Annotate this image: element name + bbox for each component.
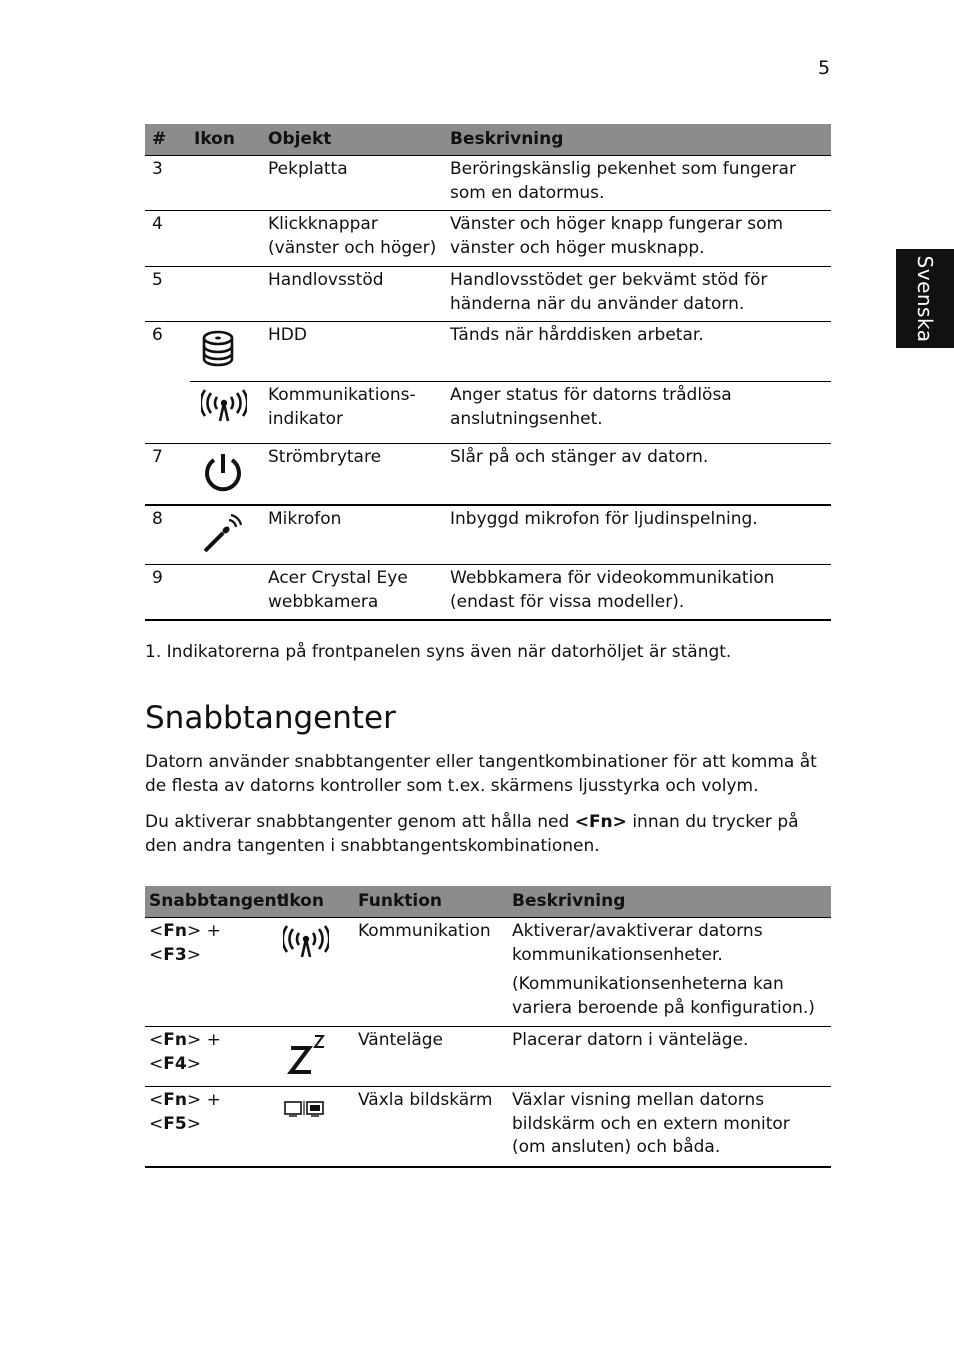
row-function: Växla bildskärm — [358, 1090, 493, 1110]
row-num: 6 — [152, 325, 163, 345]
language-tab-label: Svenska — [913, 255, 937, 342]
wireless-icon — [201, 389, 247, 425]
table-row — [145, 267, 831, 322]
hotkey: <Fn> + <F4> — [149, 1030, 221, 1074]
microphone-icon — [201, 513, 245, 555]
col-hotkey-header: Snabbtangent — [145, 886, 279, 918]
row-object: HDD — [268, 325, 307, 345]
hdd-icon — [201, 329, 237, 369]
table-header-row — [145, 124, 831, 156]
row-icon — [190, 565, 264, 620]
row-icon — [190, 211, 264, 267]
col-function-header: Funktion — [354, 886, 508, 918]
row-desc: Vänster och höger knapp fungerar som vänster och höger musknapp. — [450, 214, 784, 258]
row-num: 7 — [152, 447, 163, 467]
row-desc-text: Växlar visning mellan datorns bildskärm och en extern monitor (om ansluten) och båda. — [512, 1090, 790, 1157]
table-row — [145, 918, 831, 1027]
wireless-icon — [283, 925, 329, 961]
row-icon — [190, 444, 264, 505]
row-desc: Slår på och stänger av datorn. — [450, 447, 709, 467]
row-object: Acer Crystal Eye webbkamera — [268, 568, 408, 612]
display-toggle-icon — [283, 1097, 329, 1121]
table-row — [145, 1027, 831, 1087]
row-num: 3 — [152, 159, 163, 179]
col-icon-header: Ikon — [190, 124, 264, 156]
row-icon — [279, 1027, 354, 1087]
table-row — [145, 565, 831, 620]
hotkey: <Fn> + <F5> — [149, 1090, 221, 1134]
table-row — [145, 211, 831, 267]
section-heading: Snabbtangenter — [145, 700, 396, 736]
row-icon — [190, 382, 264, 444]
col-desc-header: Beskrivning — [446, 124, 831, 156]
row-desc: Beröringskänslig pekenhet som fungerar som en datormus. — [450, 159, 796, 203]
row-object: Mikrofon — [268, 508, 342, 529]
row-icon — [190, 505, 264, 565]
row-icon — [279, 918, 354, 1027]
footnote: 1. Indikatorerna på frontpanelen syns även när datorhöljet är stängt. — [145, 642, 732, 662]
col-desc-header: Beskrivning — [508, 886, 831, 918]
row-desc-note: (Kommunikationsenheterna kan variera beroende på konfiguration.) — [512, 974, 815, 1018]
intro-paragraph: Datorn använder snabbtangenter eller tangentkombinationer för att komma åt de flesta av datorns kontroller som t.ex. skärmens ljusstyrka och volym. — [145, 752, 817, 796]
row-desc: Webbkamera för videokommunikation (endast för vissa modeller). — [450, 568, 775, 612]
col-object-header: Objekt — [264, 124, 446, 156]
table-row — [145, 1087, 831, 1167]
hotkey: <Fn> + <F3> — [149, 921, 221, 965]
sleep-icon — [287, 1034, 327, 1078]
row-num — [145, 382, 190, 444]
col-icon-header: Ikon — [279, 886, 354, 918]
row-desc: Anger status för datorns trådlösa anslutningsenhet. — [446, 382, 831, 444]
table-row — [145, 505, 831, 565]
table-header-row — [145, 886, 831, 918]
row-num: 9 — [152, 568, 163, 588]
row-num: 4 — [152, 214, 163, 234]
row-icon — [279, 1087, 354, 1167]
col-num-header: # — [145, 124, 190, 156]
fn-key: <Fn> — [574, 812, 627, 832]
row-num: 8 — [152, 508, 163, 529]
language-tab — [896, 249, 954, 348]
instruction-text-before: Du aktiverar snabbtangenter genom att hålla ned — [145, 812, 575, 832]
row-icon — [190, 267, 264, 322]
table-row — [145, 156, 831, 211]
row-desc: Inbyggd mikrofon för ljudinspelning. — [450, 508, 758, 529]
row-object: Pekplatta — [268, 159, 348, 179]
table-row — [145, 444, 831, 505]
row-desc — [508, 1087, 831, 1167]
row-desc — [508, 1027, 831, 1087]
instruction-paragraph — [145, 811, 835, 858]
row-desc: Handlovsstödet ger bekvämt stöd för händerna när du använder datorn. — [450, 270, 768, 314]
power-icon — [201, 451, 245, 495]
row-object: Kommunikations-indikator — [264, 382, 446, 444]
row-object: Klickknappar (vänster och höger) — [268, 214, 437, 258]
table-row — [145, 382, 831, 444]
instruction-text-after: innan du trycker på den andra tangenten i snabbtangentskombinationen. — [145, 812, 799, 856]
row-function: Kommunikation — [358, 921, 491, 941]
row-function: Vänteläge — [358, 1030, 444, 1050]
row-desc-text: Aktiverar/avaktiverar datorns kommunikationsenheter. — [512, 921, 763, 965]
hotkeys-table — [145, 886, 831, 1168]
table-row — [145, 322, 831, 382]
row-desc-text: Placerar datorn i vänteläge. — [512, 1030, 749, 1050]
row-desc: Tänds när hårddisken arbetar. — [450, 325, 704, 345]
page-number: 5 — [818, 57, 831, 79]
row-icon — [190, 322, 264, 382]
row-num: 5 — [152, 270, 163, 290]
row-object: Handlovsstöd — [268, 270, 384, 290]
components-table — [145, 124, 831, 621]
row-desc — [508, 918, 831, 1027]
row-icon — [190, 156, 264, 211]
row-object: Strömbrytare — [268, 447, 382, 467]
